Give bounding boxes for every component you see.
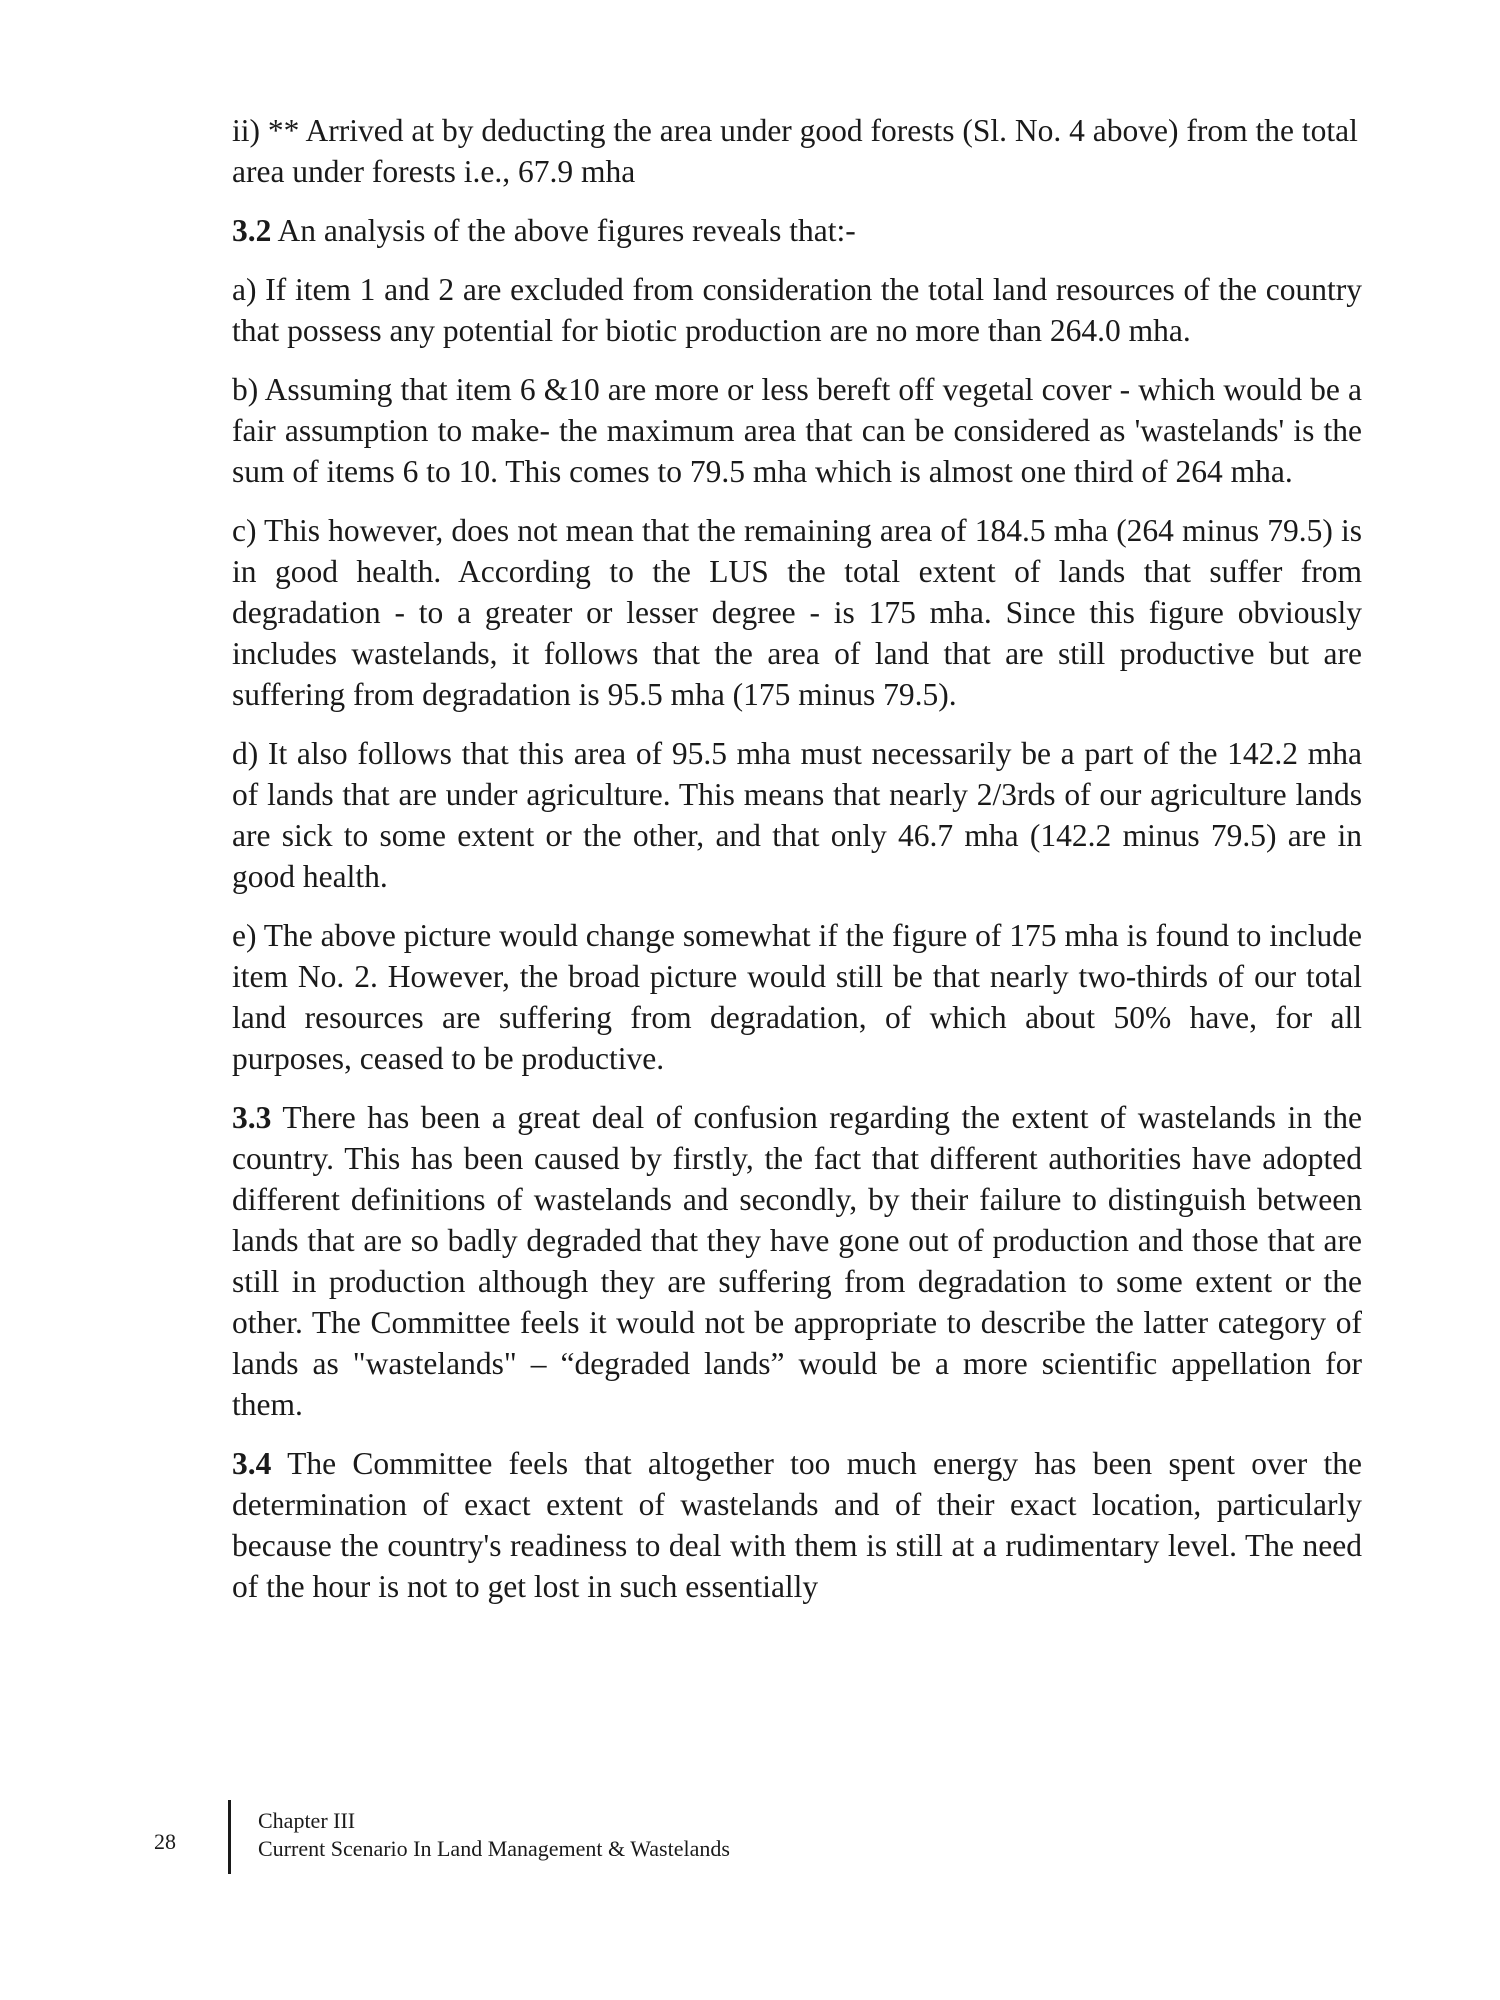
section-number: 3.2 — [232, 213, 272, 248]
paragraph-3-4 — [232, 1443, 1362, 1607]
paragraph-item-b: b) Assuming that item 6 &10 are more or less bereft off vegetal cover - which would be a fair assumption to make- the maximum area that can be considered as 'wastelands' is the sum of items 6 to 10. This comes to 79.5 mha which is almost one third of 264 mha. — [232, 372, 1362, 489]
paragraph-3-2 — [232, 210, 1362, 251]
page-number: 28 — [154, 1829, 176, 1854]
paragraph-text: An analysis of the above figures reveals that:- — [271, 213, 856, 248]
paragraph-item-d: d) It also follows that this area of 95.5 mha must necessarily be a part of the 142.2 mha of lands that are under agriculture. This means that nearly 2/3rds of our agriculture lands are sick to some extent or the other, and that only 46.7 mha (142.2 minus 79.5) are in good health. — [232, 736, 1362, 894]
chapter-title: Current Scenario In Land Management & Wastelands — [258, 1836, 730, 1861]
paragraph-text: There has been a great deal of confusion regarding the extent of wastelands in the country. This has been caused by firstly, the fact that different authorities have adopted different definitions of wastelands and secondly, by their failure to distinguish between lands that are so badly degraded that they have gone out of production and those that are still in production although they are suffering from degradation to some extent or the other. The Committee feels it would not be appropriate to describe the latter category of lands as "wastelands" – “degraded lands” would be a more scientific appellation for them. — [232, 1100, 1362, 1422]
paragraph-item-c: c) This however, does not mean that the remaining area of 184.5 mha (264 minus 79.5) is in good health. According to the LUS the total extent of lands that suffer from degradation - to a greater or lesser degree - is 175 mha. Since this figure obviously includes wastelands, it follows that the area of land that are still productive but are suffering from degradation is 95.5 mha (175 minus 79.5). — [232, 513, 1362, 712]
paragraph-item-a: a) If item 1 and 2 are excluded from consideration the total land resources of the country that possess any potential for biotic production are no more than 264.0 mha. — [232, 272, 1362, 348]
running-footer — [258, 1807, 730, 1863]
paragraph-3-3 — [232, 1097, 1362, 1425]
footer-divider — [228, 1800, 231, 1874]
paragraph-text: The Committee feels that altogether too much energy has been spent over the determination of exact extent of wastelands and of their exact location, particularly because the country's readiness to deal with them is still at a rudimentary level. The need of the hour is not to get lost in such essentially — [232, 1446, 1362, 1604]
paragraph-footnote-ii: ii) ** Arrived at by deducting the area under good forests (Sl. No. 4 above) from the total area under forests i.e., 67.9 mha — [232, 113, 1358, 189]
section-number: 3.4 — [232, 1446, 272, 1481]
chapter-label: Chapter III — [258, 1808, 356, 1833]
body-text — [232, 110, 1362, 1625]
paragraph-item-e: e) The above picture would change somewhat if the figure of 175 mha is found to include item No. 2. However, the broad picture would still be that nearly two-thirds of our total land resources are suffering from degradation, of which about 50% have, for all purposes, ceased to be productive. — [232, 918, 1362, 1076]
section-number: 3.3 — [232, 1100, 272, 1135]
